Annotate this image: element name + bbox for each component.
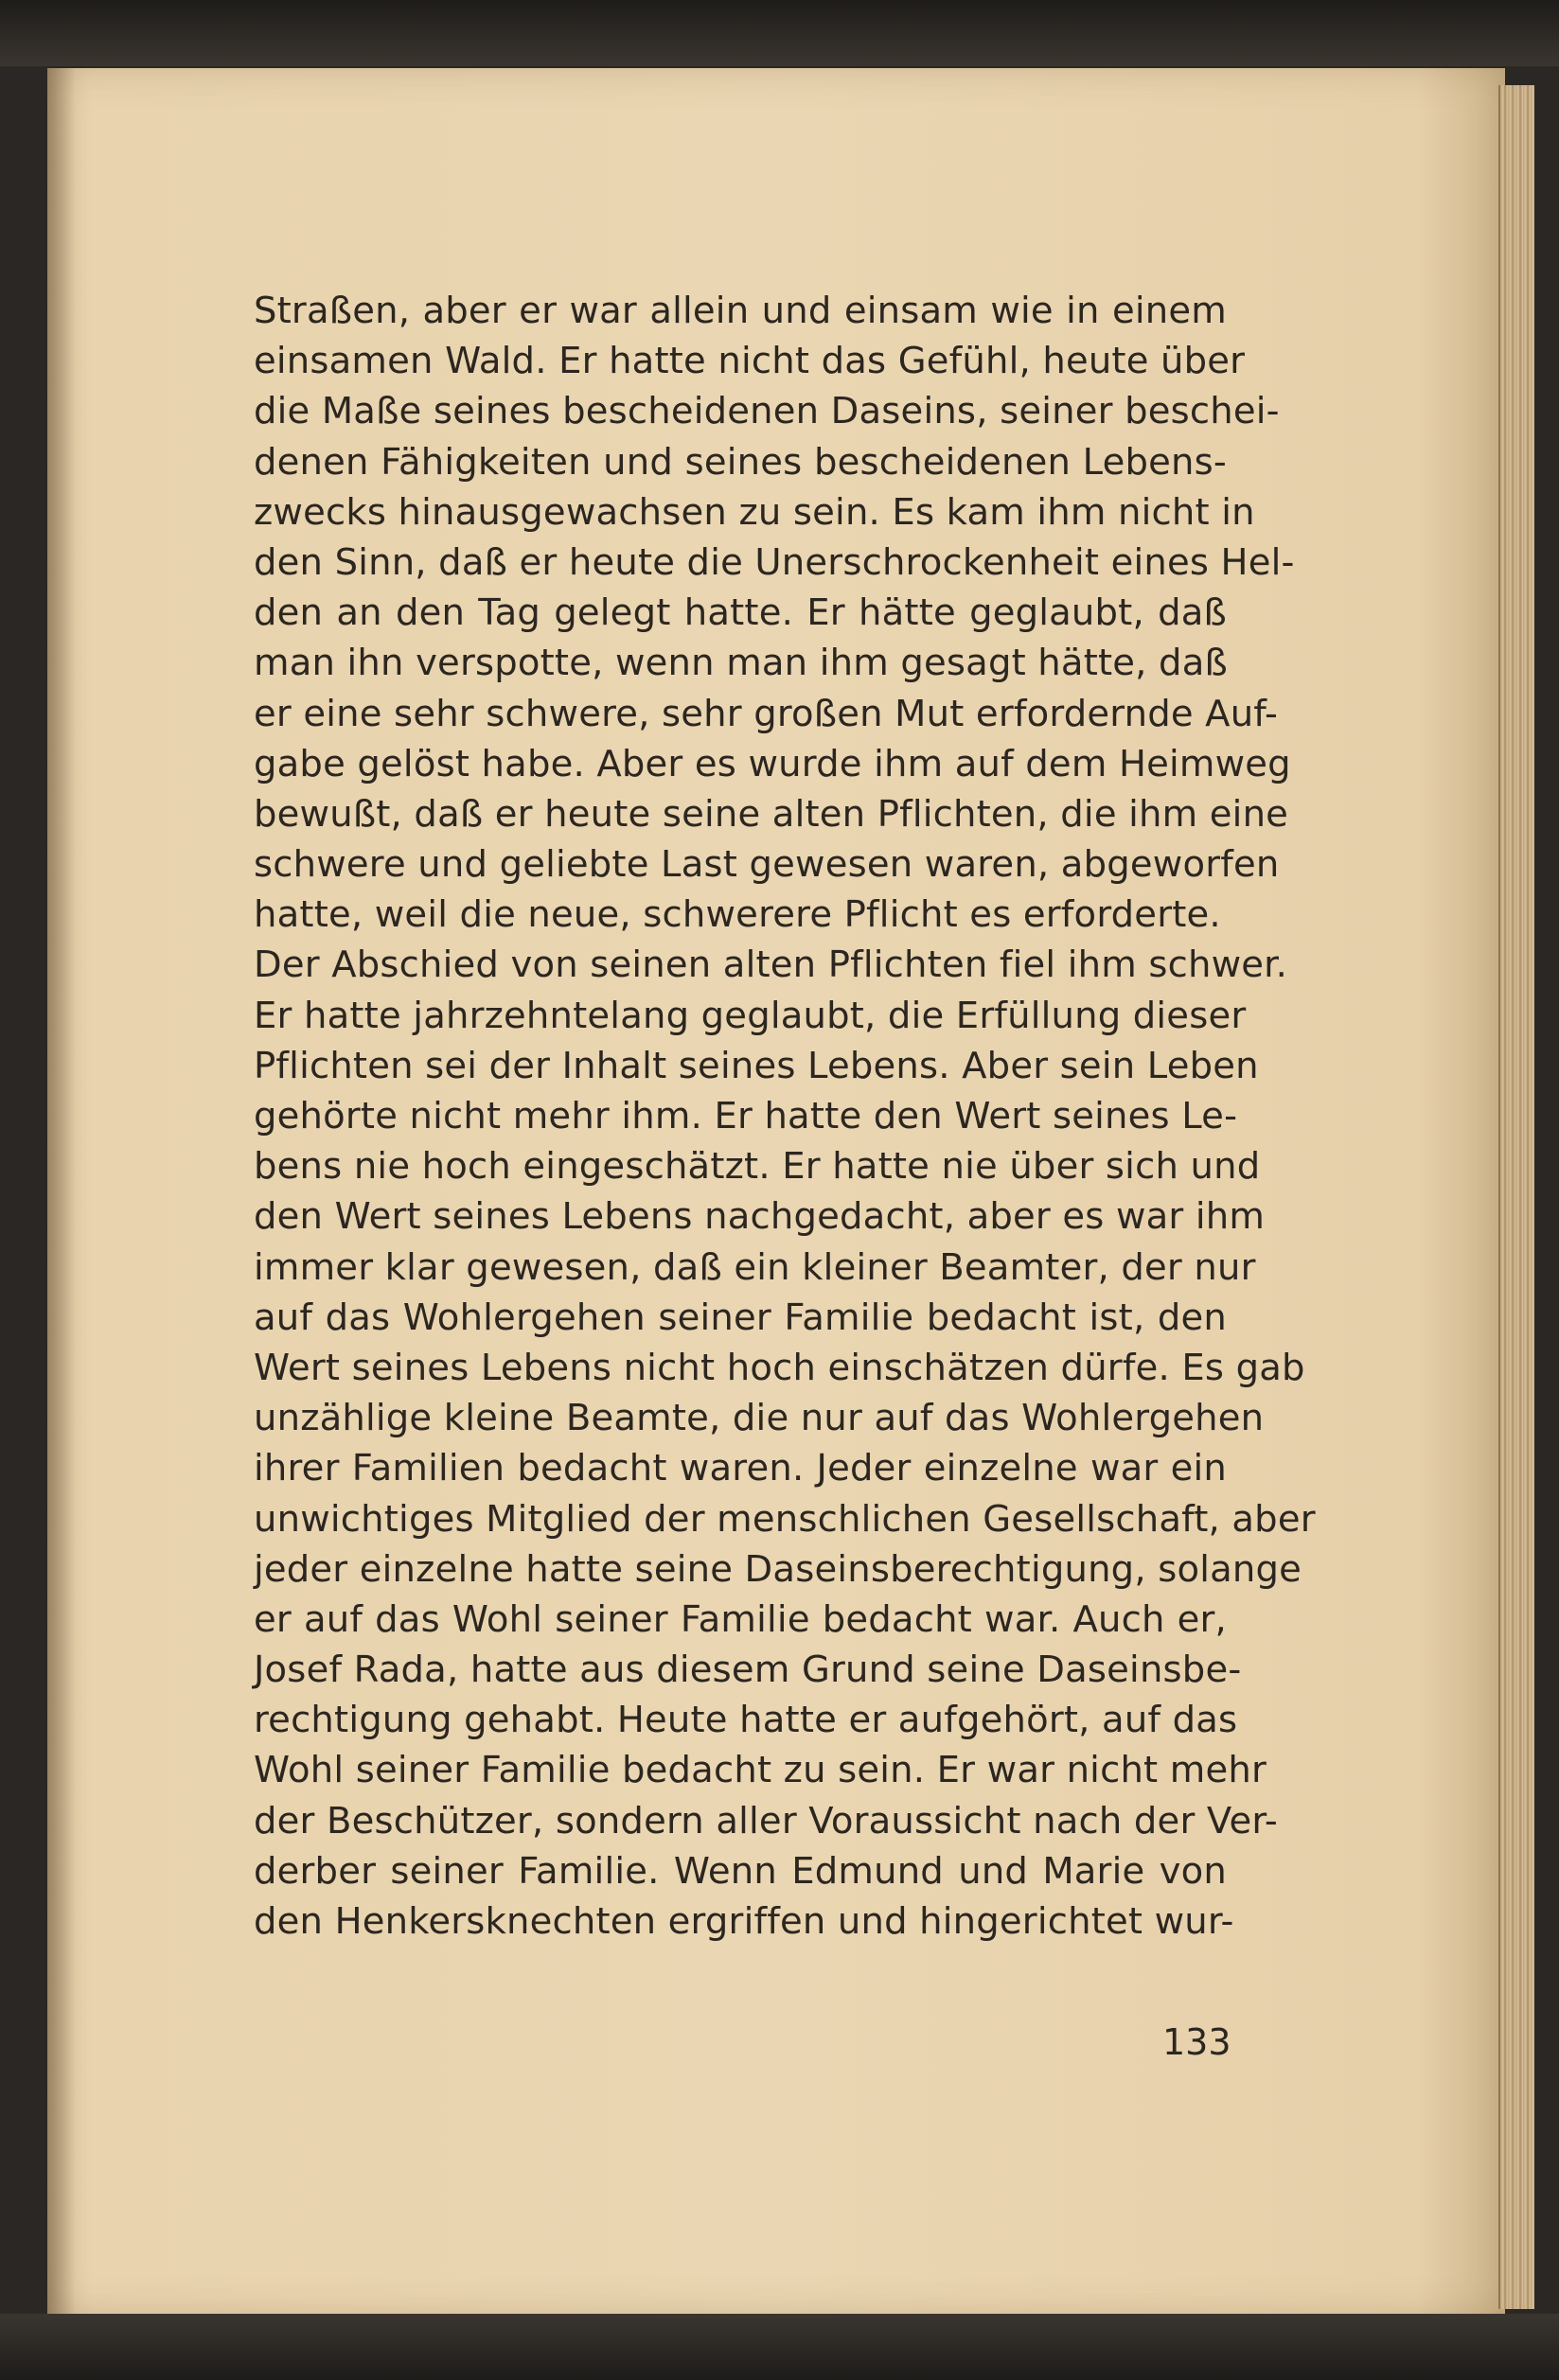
text-line: unzählige kleine Beamte, die nur auf das Wohlergehen (254, 1397, 1265, 1440)
text-line: er auf das Wohl seiner Familie bedacht war. Auch er, (254, 1597, 1227, 1641)
text-line: ihrer Familien bedacht waren. Jeder einzelne war ein (254, 1447, 1227, 1490)
text-line: er eine sehr schwere, sehr großen Mut erfordernde Auf- (254, 692, 1279, 735)
text-line: bewußt, daß er heute seine alten Pflichten, die ihm eine (254, 792, 1289, 836)
text-line: gehörte nicht mehr ihm. Er hatte den Wert seines Le- (254, 1095, 1238, 1137)
text-line: derber seiner Familie. Wenn Edmund und Marie von (254, 1849, 1227, 1893)
body-text (254, 286, 1316, 1947)
text-line: die Maße seines bescheidenen Daseins, seiner beschei- (254, 390, 1280, 433)
text-line: Straßen, aber er war allein und einsam wie in einem (254, 290, 1227, 332)
text-line: Wert seines Lebens nicht hoch einschätzen dürfe. Es gab (254, 1346, 1305, 1389)
text-line: den Wert seines Lebens nachgedacht, aber es war ihm (254, 1195, 1266, 1239)
text-line: der Beschützer, sondern aller Voraussicht nach der Ver- (254, 1799, 1279, 1842)
page-stack-edges (1498, 85, 1534, 2309)
text-line: Pflichten sei der Inhalt seines Lebens. Aber sein Leben (254, 1044, 1259, 1087)
text-line: bens nie hoch eingeschätzt. Er hatte nie über sich und (254, 1145, 1261, 1189)
text-line: Der Abschied von seinen alten Pflichten fiel ihm schwer. (254, 943, 1288, 987)
page-number: 133 (1162, 2021, 1231, 2063)
text-line: rechtigung gehabt. Heute hatte er aufgehört, auf das (254, 1699, 1238, 1742)
text-line: den Sinn, daß er heute die Unerschrockenheit eines Hel- (254, 540, 1295, 584)
text-line: Wohl seiner Familie bedacht zu sein. Er war nicht mehr (254, 1749, 1267, 1792)
text-line: gabe gelöst habe. Aber es wurde ihm auf dem Heimweg (254, 742, 1291, 785)
text-line: den an den Tag gelegt hatte. Er hätte geglaubt, daß (254, 591, 1227, 635)
bottom-cover-edge (0, 2314, 1559, 2380)
text-line: Josef Rada, hatte aus diesem Grund seine Daseinsbe- (254, 1648, 1242, 1692)
text-line: unwichtiges Mitglied der menschlichen Gesellschaft, aber (254, 1497, 1316, 1541)
text-line: hatte, weil die neue, schwerere Pflicht es erforderte. (254, 893, 1221, 937)
text-line: schwere und geliebte Last gewesen waren, abgeworfen (254, 843, 1280, 887)
text-line: den Henkersknechten ergriffen und hingerichtet wur- (254, 1900, 1234, 1943)
text-line: zwecks hinausgewachsen zu sein. Es kam ihm nicht in (254, 490, 1255, 534)
top-cover-edge (0, 0, 1559, 66)
text-line: auf das Wohlergehen seiner Familie bedacht ist, den (254, 1296, 1227, 1339)
binding-gutter (47, 68, 76, 2316)
text-line: einsamen Wald. Er hatte nicht das Gefühl, heute über (254, 340, 1246, 383)
text-line: denen Fähigkeiten und seines bescheidenen Lebens- (254, 440, 1227, 484)
text-line: jeder einzelne hatte seine Daseinsberechtigung, solange (254, 1547, 1302, 1591)
text-line: Er hatte jahrzehntelang geglaubt, die Erfüllung dieser (254, 994, 1247, 1037)
text-line: man ihn verspotte, wenn man ihm gesagt hätte, daß (254, 642, 1228, 685)
text-line: immer klar gewesen, daß ein kleiner Beamter, der nur (254, 1245, 1256, 1289)
